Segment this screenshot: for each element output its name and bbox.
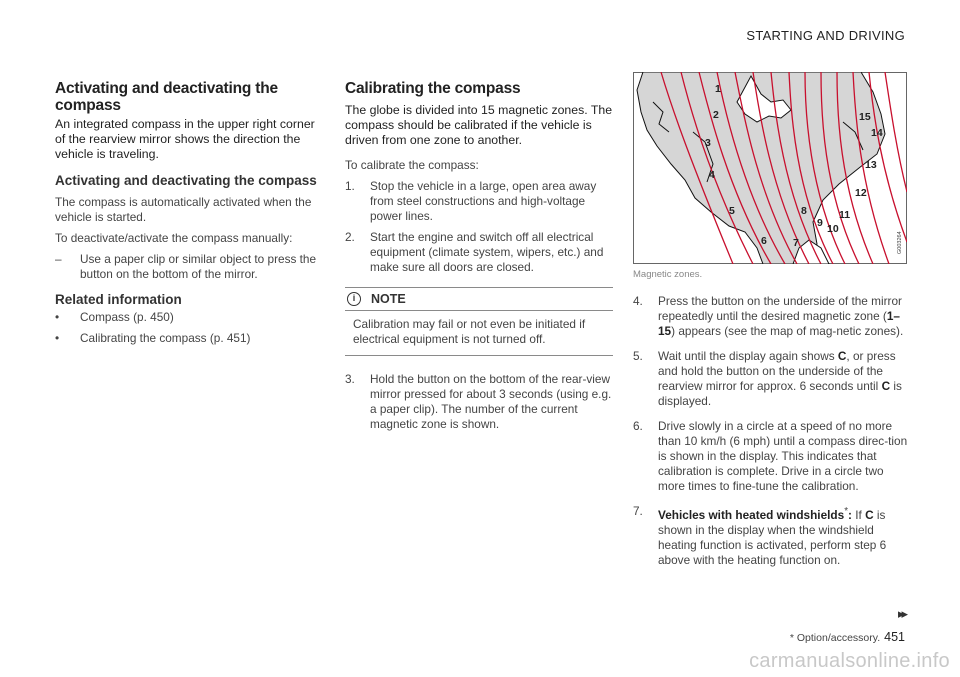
step-item [345,230,613,275]
zone-range-text: 1–15 [658,309,900,338]
step-text: Wait until the display again shows [658,349,838,363]
page-footer [790,630,905,644]
page-number: 451 [884,630,905,644]
figure-code: G003264 [897,231,903,254]
subsection-title: Activating and deactivating the compass [55,172,317,188]
list-item [55,252,323,282]
note-text: Calibration may fail or not even be initiated if electrical equipment is not turned off. [353,316,586,346]
step-item [633,504,908,568]
step-item [345,179,613,224]
step-item [633,349,908,409]
paragraph-manual: To deactivate/activate the compass manually: [55,230,293,245]
display-c-text: C [865,507,874,522]
step-text: Drive slowly in a circle at a speed of no more than 10 km/h (6 mph) until a compass direc-tion is shown in the display. This indicates that calibration is complete. Drive in a circle two more times to fine-tune the calibration. [658,419,908,493]
paragraph-intro: To calibrate the compass: [345,157,479,172]
related-link-text[interactable]: Compass (p. 450) [80,309,174,324]
step-number: 5. [633,349,643,363]
zone-label-2: 2 [713,109,719,121]
zone-label-14: 14 [871,127,883,139]
map-caption: Magnetic zones. [633,269,703,280]
step-text: is displayed. [658,379,902,408]
step-text: , or press and hold the button on the underside of the rearview mirror for approx. 6 seconds until [658,349,896,393]
step-number: 4. [633,294,643,308]
related-link-compass[interactable] [55,310,323,325]
step-text: is shown in the display when the windshield heating function is activated, perform step 6 above with the heating function on. [658,507,887,567]
column-magnetic-zones [633,72,908,574]
step-item [345,372,613,432]
zone-label-6: 6 [761,235,767,247]
zone-label-11: 11 [839,209,851,221]
step-number: 3. [345,371,355,386]
zone-label-12: 12 [855,187,867,199]
zone-label-13: 13 [865,159,877,171]
display-c-text: C [881,379,891,393]
steps-list-final [633,294,908,568]
step-number: 6. [633,419,643,433]
related-information-title: Related information [55,291,182,307]
zone-label-9: 9 [817,217,823,229]
column-activating-compass [55,80,323,352]
zone-label-5: 5 [729,205,735,217]
steps-list-continued [345,372,613,432]
zone-label-3: 3 [705,137,711,149]
display-c-text: C [837,349,847,363]
heated-windshields-label: Vehicles with heated windshields [658,507,845,522]
option-footnote: * Option/accessory. [789,632,881,644]
step-number: 7. [633,504,643,518]
related-links-list [55,310,323,346]
column-calibrating-compass [345,80,613,438]
step-text: If [851,507,866,522]
zone-label-1: 1 [715,83,721,95]
zone-label-4: 4 [709,169,715,181]
step-text: ) appears (see the map of mag-netic zones). [671,324,904,338]
note-header [345,288,613,311]
magnetic-zones-map-svg [633,72,907,264]
bullet-marker: • [55,330,60,345]
zone-label-8: 8 [801,205,807,217]
related-link-calibrating[interactable] [55,331,323,346]
step-text: Start the engine and switch off all electrical equipment (climate system, wipers, etc.) and make sure all doors are closed. [370,229,604,274]
step-number: 2. [345,229,355,244]
label-colon: : [848,507,852,522]
list-item-text: Use a paper clip or similar object to press the button on the bottom of the mirror. [80,251,317,281]
lead-paragraph: An integrated compass in the upper right corner of the rearview mirror shows the direction the vehicle is traveling. [55,117,315,162]
related-link-text[interactable]: Calibrating the compass (p. 451) [80,330,251,345]
step-text: Stop the vehicle in a large, open area away from steel constructions and high-voltage power lines. [370,178,597,223]
page-header-section: STARTING AND DRIVING [746,28,905,43]
dash-marker: – [55,251,62,266]
dash-list [55,252,323,282]
note-title: NOTE [371,291,406,306]
steps-list [345,179,613,275]
zone-label-15: 15 [859,111,871,123]
step-number: 1. [345,178,355,193]
bullet-marker: • [55,309,60,324]
paragraph-auto-activation: The compass is automatically activated when the vehicle is started. [55,194,312,224]
zone-label-10: 10 [827,223,839,235]
section-title-calibrating: Calibrating the compass [345,80,521,97]
watermark: carmanualsonline.info [749,650,950,672]
step-item [633,294,908,339]
note-box [345,287,613,356]
section-title-activating: Activating and deactivating the compass [55,80,278,114]
step-item [633,419,908,494]
info-icon: i [347,292,361,306]
step-text: Press the button on the underside of the mirror repeatedly until the desired magnetic zone ( [658,294,902,323]
zone-label-7: 7 [793,237,799,249]
option-asterisk: * [844,506,849,517]
magnetic-zones-map [633,72,907,264]
lead-paragraph: The globe is divided into 15 magnetic zones. The compass should be calibrated if the vehicle is driven from one zone to another. [345,103,613,148]
continue-arrow-icon: ▸▸ [897,606,905,621]
step-text: Hold the button on the bottom of the rear-view mirror pressed for about 3 seconds (using e.g. a paper clip). The number of the current magnetic zone is shown. [370,371,612,431]
